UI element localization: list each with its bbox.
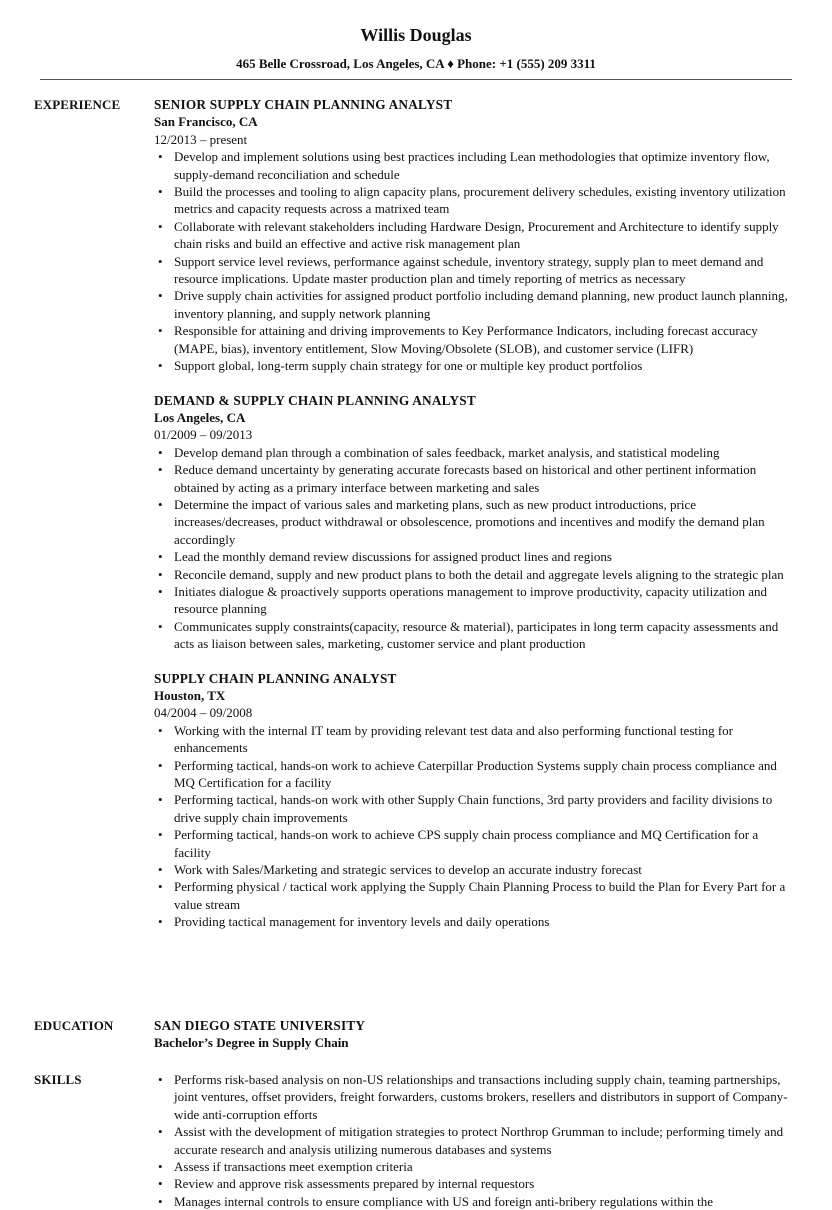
list-item: • Reconcile demand, supply and new product plans to both the detail and aggregate levels aligning to the strategic plan (154, 566, 794, 583)
list-item: • Performing tactical, hands-on work to achieve CPS supply chain process compliance and MQ Certification for a facility (154, 826, 794, 861)
list-item: • Support global, long-term supply chain strategy for one or multiple key product portfolios (154, 357, 794, 374)
experience-section-label: EXPERIENCE (34, 97, 121, 112)
job-entry (154, 670, 794, 931)
list-item: • Communicates supply constraints(capacity, resource & material), participates in long term capacity assessments and acts as liaison between sales, marketing, customer service and plant production (154, 618, 794, 653)
school-name: SAN DIEGO STATE UNIVERSITY (154, 1018, 366, 1033)
skills-list (154, 1071, 794, 1210)
job-dates: 12/2013 – present (154, 131, 248, 147)
list-item: • Collaborate with relevant stakeholders including Hardware Design, Procurement and Architecture to identify supply chain risks and build an effective and active risk management plan (154, 218, 794, 253)
job-title: SUPPLY CHAIN PLANNING ANALYST (154, 670, 397, 686)
list-item: • Develop and implement solutions using best practices including Lean methodologies that optimize inventory flow, supply-demand reconciliation and schedule (154, 148, 794, 183)
list-item: • Assess if transactions meet exemption criteria (154, 1158, 794, 1175)
list-item: • Working with the internal IT team by providing relevant test data and also performing functional testing for enhancements (154, 722, 794, 757)
list-item: • Manages internal controls to ensure compliance with US and foreign anti-bribery regulations within the (154, 1193, 794, 1210)
job-location: Los Angeles, CA (154, 409, 246, 425)
list-item: • Work with Sales/Marketing and strategic services to develop an accurate industry forecast (154, 861, 794, 878)
header-divider (40, 79, 792, 80)
list-item: • Performing tactical, hands-on work to achieve Caterpillar Production Systems supply chain process compliance and MQ Certification for a facility (154, 757, 794, 792)
list-item: • Review and approve risk assessments prepared by internal requestors (154, 1175, 794, 1192)
job-dates: 04/2004 – 09/2008 (154, 705, 253, 721)
list-item: • Performing physical / tactical work applying the Supply Chain Planning Process to build the Plan for Every Part for a value stream (154, 878, 794, 913)
job-location: Houston, TX (154, 688, 226, 703)
list-item: • Lead the monthly demand review discussions for assigned product lines and regions (154, 548, 794, 565)
job-entry (154, 392, 794, 653)
list-item: • Reduce demand uncertainty by generating accurate forecasts based on historical and other pertinent information obtained by acting as a primary interface between marketing and sales (154, 461, 794, 496)
list-item: • Assist with the development of mitigation strategies to protect Northrop Grumman to include; performing timely and accurate research and analysis utilizing numerous databases and systems (154, 1123, 794, 1158)
job-title: DEMAND & SUPPLY CHAIN PLANNING ANALYST (154, 392, 476, 408)
list-item: • Develop demand plan through a combination of sales feedback, market analysis, and statistical modeling (154, 444, 794, 461)
contact-line: 465 Belle Crossroad, Los Angeles, CA ♦ Phone: +1 (555) 209 3311 (236, 56, 596, 71)
list-item: • Initiates dialogue & proactively supports operations management to improve productivity, capacity utilization and resource planning (154, 583, 794, 618)
candidate-name: Willis Douglas (360, 25, 472, 45)
list-item: • Determine the impact of various sales and marketing plans, such as new product introductions, price increases/decreases, product withdrawal or obsolescence, promotions and incentives and modify the demand plan accordingly (154, 496, 794, 548)
list-item: • Build the processes and tooling to align capacity plans, procurement delivery schedules, existing inventory utilization metrics and capacity requests across a matrixed team (154, 183, 794, 218)
list-item: • Support service level reviews, performance against schedule, inventory strategy, supply plan to meet demand and resource implications. Update master production plan and timely reporting of metrics as necessary (154, 253, 794, 288)
list-item: • Responsible for attaining and driving improvements to Key Performance Indicators, including forecast accuracy (MAPE, bias), inventory entitlement, Slow Moving/Obsolete (SLOB), and customer service (LIFR) (154, 322, 794, 357)
job-bullets (154, 722, 794, 931)
job-location: San Francisco, CA (154, 114, 258, 130)
list-item: • Performing tactical, hands-on work with other Supply Chain functions, 3rd party providers and facility divisions to drive supply chain improvements (154, 791, 794, 826)
job-entry (154, 96, 794, 375)
list-item: • Performs risk-based analysis on non-US relationships and transactions including supply chain, teaming partnerships, joint ventures, offset providers, freight forwarders, customs brokers, resellers and distributors in support of Company-wide anti-corruption efforts (154, 1071, 794, 1123)
skills-section (154, 1071, 794, 1210)
education-section (154, 1017, 794, 1052)
list-item: • Providing tactical management for inventory levels and daily operations (154, 913, 794, 930)
list-item: • Drive supply chain activities for assigned product portfolio including demand planning, new product launch planning, inventory planning, and supply network planning (154, 287, 794, 322)
job-bullets (154, 444, 794, 653)
experience-section (154, 96, 794, 948)
job-bullets (154, 148, 794, 374)
job-title: SENIOR SUPPLY CHAIN PLANNING ANALYST (154, 97, 453, 112)
education-section-label: EDUCATION (34, 1018, 114, 1033)
skills-section-label: SKILLS (34, 1072, 82, 1087)
degree: Bachelor’s Degree in Supply Chain (154, 1035, 349, 1051)
job-dates: 01/2009 – 09/2013 (154, 427, 253, 443)
